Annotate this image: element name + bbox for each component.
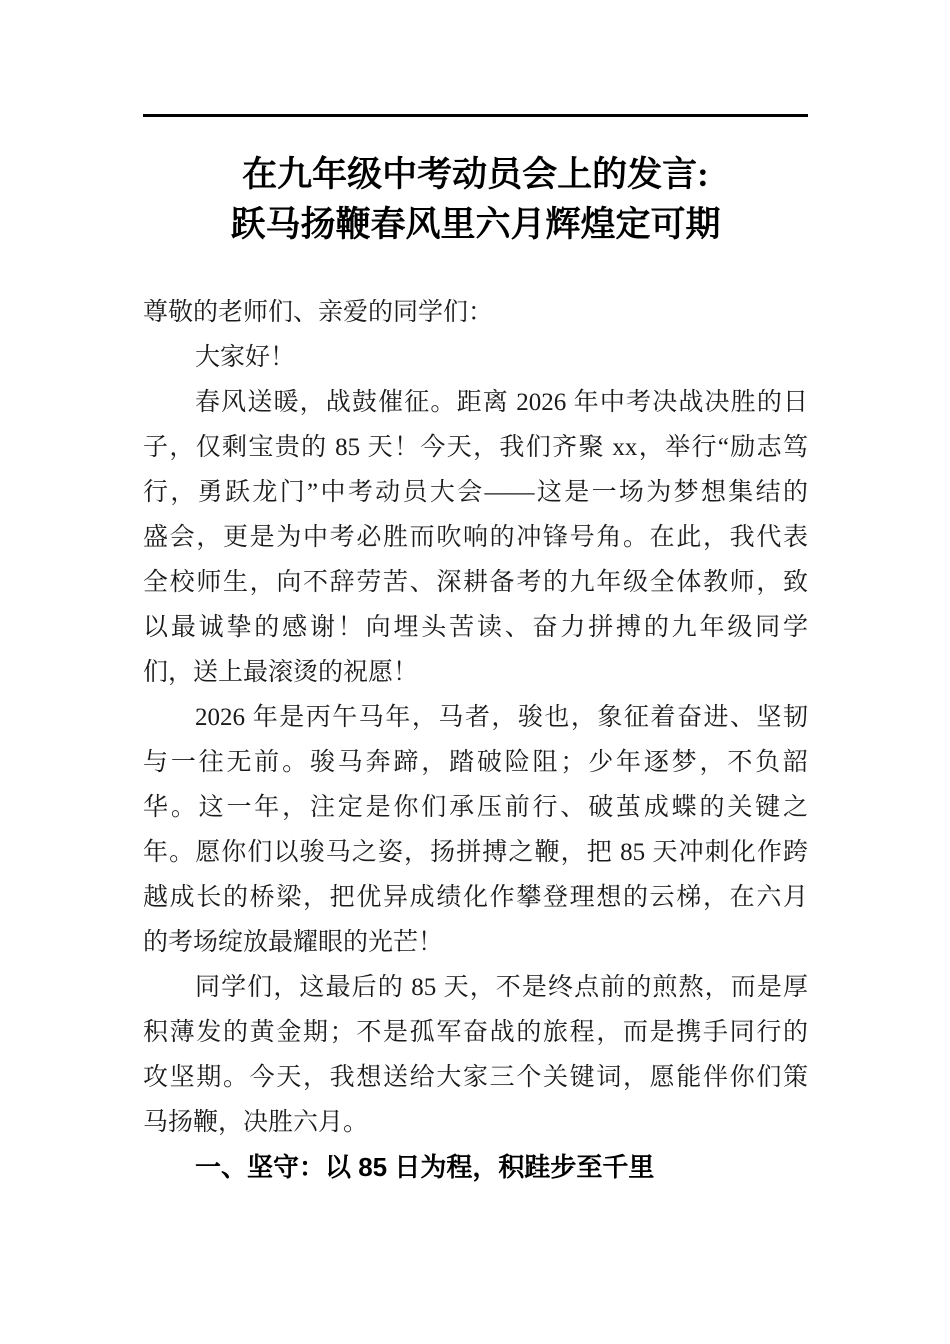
paragraph-line: 同学们，这最后的 85 天，不是终点前的煎熬，而是厚	[195, 974, 808, 1001]
paragraph-line: 的考场绽放最耀眼的光芒！	[143, 929, 444, 956]
paragraph-line: 全校师生，向不辞劳苦、深耕备考的九年级全体教师，致	[143, 569, 808, 596]
paragraph-line: 攻坚期。今天，我想送给大家三个关键词，愿能伴你们策	[143, 1064, 808, 1091]
paragraph-line: 们，送上最滚烫的祝愿！	[143, 659, 419, 686]
paragraph-line: 2026 年是丙午马年，马者，骏也，象征着奋进、坚韧	[195, 704, 808, 731]
paragraph-line: 积薄发的黄金期；不是孤军奋战的旅程，而是携手同行的	[143, 1019, 808, 1046]
paragraph-line: 华。这一年，注定是你们承压前行、破茧成蝶的关键之	[143, 794, 808, 821]
paragraph-line: 年。愿你们以骏马之姿，扬拼搏之鞭，把 85 天冲刺化作跨	[143, 839, 808, 866]
paragraph-line: 马扬鞭，决胜六月。	[143, 1109, 369, 1136]
document-body	[143, 290, 808, 1190]
section-heading: 一、坚守：以 85 日为程，积跬步至千里	[195, 1152, 655, 1182]
header-rule	[143, 114, 808, 117]
paragraph-line: 与一往无前。骏马奔蹄，踏破险阻；少年逐梦，不负韶	[143, 749, 808, 776]
paragraph-line: 行，勇跃龙门”中考动员大会——这是一场为梦想集结的	[143, 479, 808, 506]
greeting-line: 大家好！	[195, 344, 296, 371]
salutation-line: 尊敬的老师们、亲爱的同学们：	[143, 299, 494, 326]
title-line-1: 在九年级中考动员会上的发言:	[242, 155, 709, 194]
paragraph-line: 越成长的桥梁，把优异成绩化作攀登理想的云梯，在六月	[143, 884, 808, 911]
paragraph-line: 以最诚挚的感谢！向埋头苦读、奋力拼搏的九年级同学	[143, 614, 808, 641]
paragraph-line: 子，仅剩宝贵的 85 天！今天，我们齐聚 xx，举行“励志笃	[143, 434, 808, 461]
paragraph-line: 春风送暖，战鼓催征。距离 2026 年中考决战决胜的日	[195, 389, 808, 416]
document-title	[143, 150, 808, 250]
paragraph-line: 盛会，更是为中考必胜而吹响的冲锋号角。在此，我代表	[143, 524, 808, 551]
title-line-2: 跃马扬鞭春风里六月辉煌定可期	[230, 205, 721, 244]
